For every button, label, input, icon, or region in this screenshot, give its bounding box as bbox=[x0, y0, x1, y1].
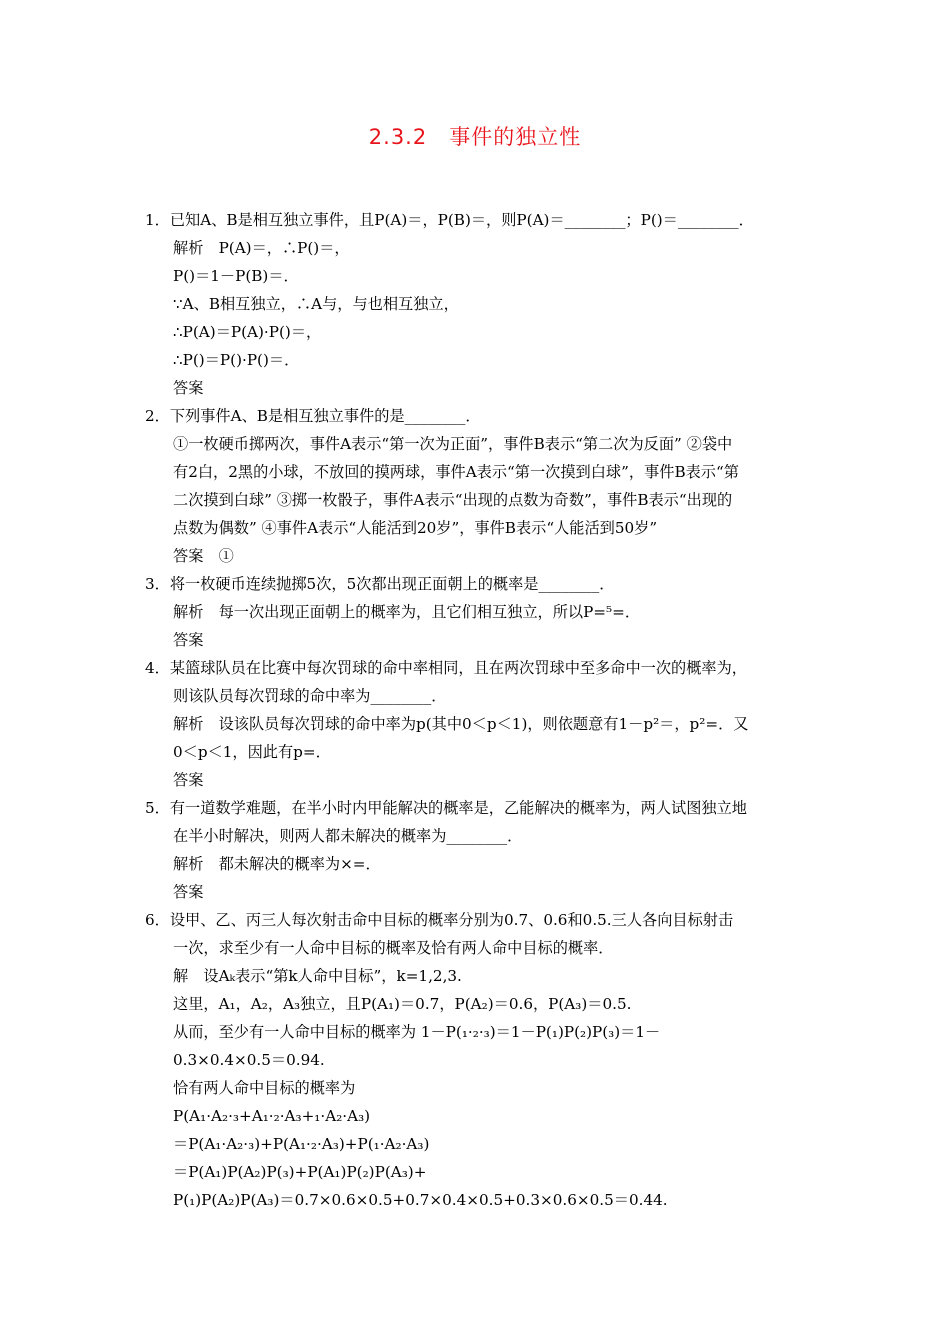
q6-solution-line-4: 0.3×0.4×0.5＝0.94. bbox=[173, 1051, 325, 1069]
q2-option-line-3: 二次摸到白球” ③掷一枚骰子，事件A表示“出现的点数为奇数”，事件B表示“出现的 bbox=[173, 491, 733, 509]
q4-answer: 答案 bbox=[173, 771, 204, 789]
question-3-text: 3．将一枚硬币连续抛掷5次，5次都出现正面朝上的概率是________． bbox=[145, 575, 615, 593]
q6-solution-line-8: ＝P(A₁)P(A₂)P(₃)+P(A₁)P(₂)P(A₃)+ bbox=[173, 1163, 427, 1181]
q6-solution-line-3: 从而，至少有一人命中目标的概率为 1－P(₁·₂·₃)＝1－P(₁)P(₂)P(₃)＝1－ bbox=[173, 1023, 661, 1041]
q6-solution-line-7: ＝P(A₁·A₂·₃)+P(A₁·₂·A₃)+P(₁·A₂·A₃) bbox=[173, 1135, 430, 1153]
question-5-text-line-2: 在半小时解决，则两人都未解决的概率为________． bbox=[173, 827, 523, 845]
question-6-text-line-1: 6．设甲、乙、丙三人每次射击命中目标的概率分别为0.7、0.6和0.5.三人各向目标射击 bbox=[145, 911, 734, 929]
q1-analysis-line-4: ∴P(A)＝P(A)·P()＝， bbox=[173, 323, 322, 341]
question-5-text-line-1: 5．有一道数学难题，在半小时内甲能解决的概率是，乙能解决的概率为，两人试图独立地 bbox=[145, 799, 747, 817]
q2-option-line-4: 点数为偶数” ④事件A表示“人能活到20岁”，事件B表示“人能活到50岁” bbox=[173, 519, 658, 537]
question-4-text-line-2: 则该队员每次罚球的命中率为________． bbox=[173, 687, 447, 705]
question-4-text-line-1: 4．某篮球队员在比赛中每次罚球的命中率相同，且在两次罚球中至多命中一次的概率为， bbox=[145, 659, 747, 677]
q6-solution-line-6: P(A₁·A₂·₃+A₁·₂·A₃+₁·A₂·A₃) bbox=[173, 1107, 371, 1125]
q1-analysis-line-2: P()＝1－P(B)＝． bbox=[173, 267, 299, 285]
q1-analysis-line-3: ∵A、B相互独立，∴A与，与也相互独立， bbox=[173, 295, 459, 313]
q4-analysis-line-1: 解析 设该队员每次罚球的命中率为p(其中0＜p＜1)，则依题意有1－p²＝，p²=．又 bbox=[173, 715, 749, 733]
q6-solution-line-1: 解 设Aₖ表示“第k人命中目标”，k=1,2,3. bbox=[173, 967, 462, 985]
q3-answer: 答案 bbox=[173, 631, 204, 649]
q3-analysis: 解析 每一次出现正面朝上的概率为，且它们相互独立，所以P=⁵=． bbox=[173, 603, 641, 621]
q1-analysis-line-5: ∴P()＝P()·P()＝． bbox=[173, 351, 300, 369]
q2-option-line-1: ①一枚硬币掷两次，事件A表示“第一次为正面”，事件B表示“第二次为反面” ②袋中 bbox=[173, 435, 733, 453]
q6-solution-line-5: 恰有两人命中目标的概率为 bbox=[173, 1079, 356, 1097]
question-2-text: 2．下列事件A、B是相互独立事件的是________． bbox=[145, 407, 481, 425]
q1-answer: 答案 bbox=[173, 379, 204, 397]
q4-analysis-line-2: 0＜p＜1，因此有p=． bbox=[173, 743, 331, 761]
q2-answer: 答案 ① bbox=[173, 547, 234, 565]
q5-answer: 答案 bbox=[173, 883, 204, 901]
question-1-text: 1．已知A、B是相互独立事件，且P(A)＝，P(B)＝，则P(A)＝________；P()＝________． bbox=[145, 211, 754, 229]
q2-option-line-2: 有2白，2黑的小球，不放回的摸两球，事件A表示“第一次摸到白球”，事件B表示“第 bbox=[173, 463, 739, 481]
q1-analysis-line-1: 解析 P(A)＝，∴P()＝， bbox=[173, 239, 350, 257]
question-6-text-line-2: 一次，求至少有一人命中目标的概率及恰有两人命中目标的概率． bbox=[173, 939, 614, 957]
q6-solution-line-9: P(₁)P(A₂)P(A₃)＝0.7×0.6×0.5+0.7×0.4×0.5+0.3×0.6×0.5＝0.44. bbox=[173, 1191, 668, 1209]
q6-solution-line-2: 这里，A₁，A₂，A₃独立，且P(A₁)＝0.7，P(A₂)＝0.6，P(A₃)＝0.5. bbox=[173, 995, 632, 1013]
q5-analysis: 解析 都未解决的概率为×=． bbox=[173, 855, 381, 873]
page-title: 2.3.2 事件的独立性 bbox=[368, 125, 582, 149]
